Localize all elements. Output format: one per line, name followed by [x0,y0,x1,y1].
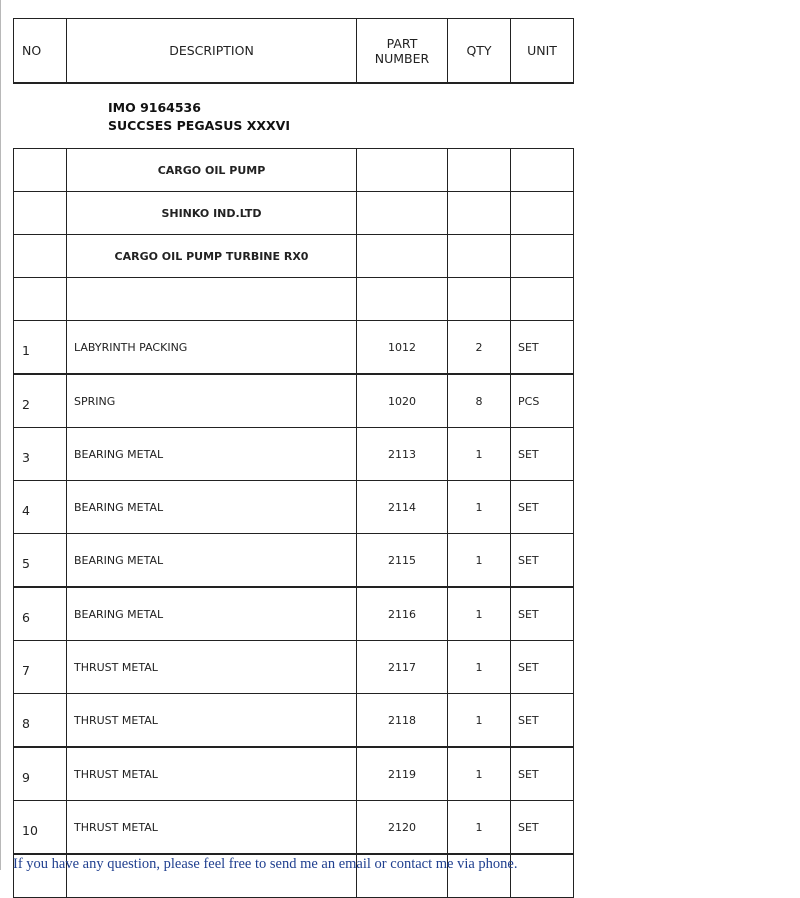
section-part-cell [357,235,448,278]
item-part-number: 2113 [357,428,448,481]
section-title: CARGO OIL PUMP [67,149,357,192]
item-description: BEARING METAL [67,534,357,588]
item-part-number: 1012 [357,321,448,375]
header-table [13,18,574,84]
item-unit: SET [511,641,574,694]
section-unit-cell [511,192,574,235]
item-no: 9 [14,747,67,801]
item-description: BEARING METAL [67,481,357,534]
section-unit-cell [511,235,574,278]
parts-table [13,148,574,898]
item-description: THRUST METAL [67,747,357,801]
parts-table-body [14,149,574,898]
item-part-number: 2117 [357,641,448,694]
item-description: THRUST METAL [67,801,357,855]
section-no-cell [14,192,67,235]
item-description: LABYRINTH PACKING [67,321,357,375]
item-unit: SET [511,801,574,855]
header-part-number [357,19,448,84]
item-no: 8 [14,694,67,748]
item-unit: SET [511,321,574,375]
item-qty: 2 [448,321,511,375]
table-row [14,534,574,588]
item-unit: PCS [511,374,574,428]
item-qty: 1 [448,481,511,534]
blank-cell [511,854,574,898]
item-description: SPRING [67,374,357,428]
item-part-number: 2118 [357,694,448,748]
table-row [14,481,574,534]
item-unit: SET [511,587,574,641]
header-part-number-line2: NUMBER [374,50,430,66]
blank-cell [511,278,574,321]
item-no: 10 [14,801,67,855]
item-part-number: 1020 [357,374,448,428]
section-title: SHINKO IND.LTD [67,192,357,235]
header-qty: QTY [448,19,511,84]
blank-cell [67,278,357,321]
header-part-number-line1: PART [386,35,418,51]
item-unit: SET [511,747,574,801]
section-qty-cell [448,149,511,192]
item-part-number: 2115 [357,534,448,588]
item-description: BEARING METAL [67,428,357,481]
section-title: CARGO OIL PUMP TURBINE RX0 [67,235,357,278]
item-qty: 1 [448,801,511,855]
blank-row [14,278,574,321]
ship-name: SUCCSES PEGASUS XXXVI [108,118,291,133]
header-no: NO [14,19,67,84]
table-row [14,694,574,748]
section-part-cell [357,149,448,192]
item-no: 4 [14,481,67,534]
item-no: 3 [14,428,67,481]
section-qty-cell [448,192,511,235]
item-qty: 1 [448,428,511,481]
item-unit: SET [511,694,574,748]
item-part-number: 2119 [357,747,448,801]
section-no-cell [14,235,67,278]
item-unit: SET [511,481,574,534]
footer-note: If you have any question, please feel free to send me an email or contact me via phone. [13,856,518,872]
section-row [14,235,574,278]
blank-cell [448,278,511,321]
table-row [14,428,574,481]
table-row [14,321,574,375]
header-description: DESCRIPTION [67,19,357,84]
item-unit: SET [511,534,574,588]
item-part-number: 2114 [357,481,448,534]
table-row [14,374,574,428]
item-qty: 1 [448,587,511,641]
header-row [14,19,574,84]
item-part-number: 2120 [357,801,448,855]
header-unit: UNIT [511,19,574,84]
item-part-number: 2116 [357,587,448,641]
item-unit: SET [511,428,574,481]
item-no: 6 [14,587,67,641]
item-description: THRUST METAL [67,694,357,748]
blank-cell [357,278,448,321]
table-row [14,747,574,801]
section-row [14,149,574,192]
item-qty: 1 [448,694,511,748]
blank-cell [14,278,67,321]
section-unit-cell [511,149,574,192]
item-qty: 1 [448,641,511,694]
item-description: THRUST METAL [67,641,357,694]
section-no-cell [14,149,67,192]
section-part-cell [357,192,448,235]
window-left-edge [0,0,1,870]
ship-imo: IMO 9164536 [108,100,201,115]
item-no: 7 [14,641,67,694]
section-qty-cell [448,235,511,278]
item-qty: 1 [448,534,511,588]
ship-info [108,99,290,135]
item-qty: 8 [448,374,511,428]
item-description: BEARING METAL [67,587,357,641]
item-no: 1 [14,321,67,375]
table-row [14,641,574,694]
section-row [14,192,574,235]
table-row [14,801,574,855]
item-qty: 1 [448,747,511,801]
item-no: 5 [14,534,67,588]
table-row [14,587,574,641]
item-no: 2 [14,374,67,428]
